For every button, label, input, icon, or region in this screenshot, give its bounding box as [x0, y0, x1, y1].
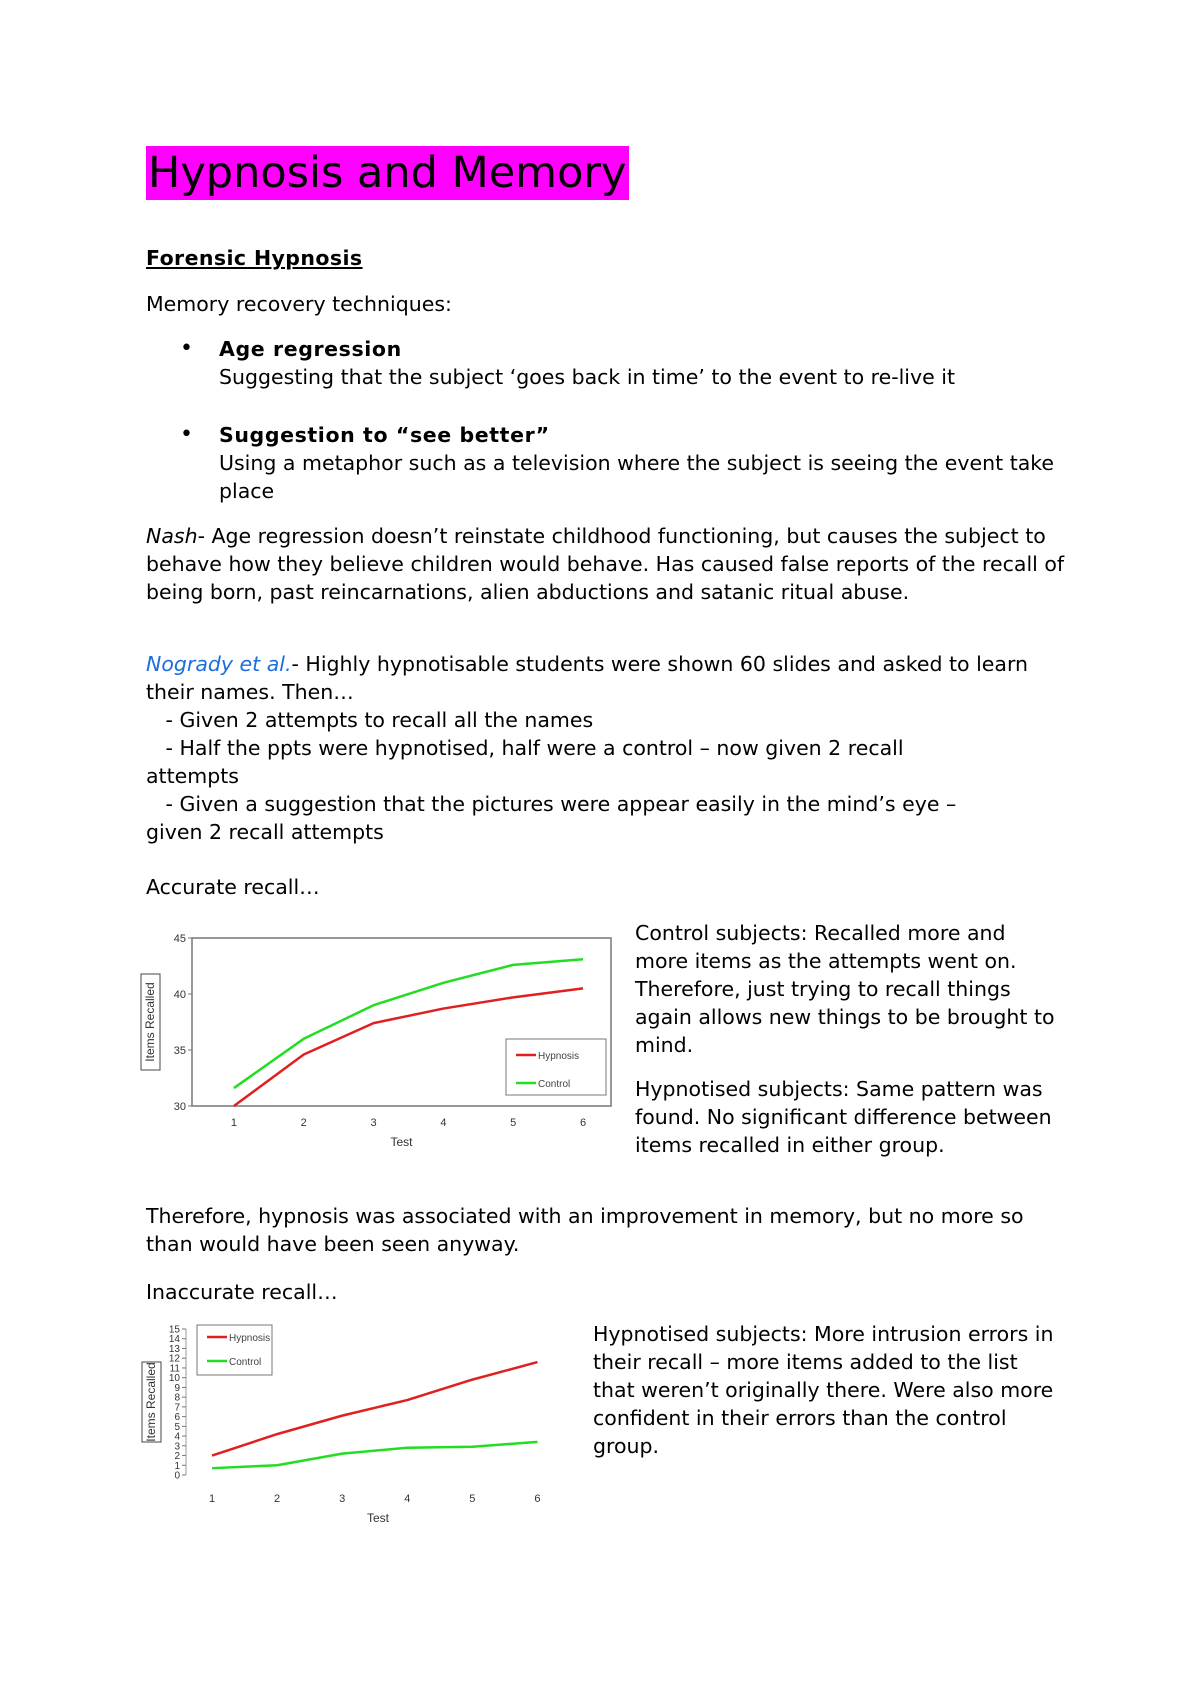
x-tick-label: 5 — [469, 1493, 476, 1505]
chart-group — [141, 933, 611, 1149]
accurate-recall-chart — [140, 915, 620, 1182]
y-tick-label: 14 — [168, 1334, 180, 1346]
y-tick-label: 8 — [174, 1392, 180, 1404]
chart-group — [142, 1325, 541, 1526]
y-tick-label: 9 — [174, 1382, 180, 1394]
x-tick-label: 1 — [230, 1117, 237, 1129]
inaccurate-recall-chart-svg — [140, 1320, 580, 1540]
x-tick-label: 6 — [534, 1493, 541, 1505]
bullet-icon: • — [180, 336, 193, 361]
nogrady-step: - Given a suggestion that the pictures were appear easily in the mind’s eye – — [146, 792, 957, 816]
nash-paragraph — [146, 522, 1066, 606]
accurate-recall-chart-svg — [140, 915, 620, 1175]
x-tick-label: 3 — [339, 1493, 346, 1505]
x-axis-label: Test — [390, 1135, 413, 1149]
y-tick-label: 11 — [169, 1363, 180, 1375]
legend-label: Control — [538, 1079, 571, 1090]
y-axis-label: Items Recalled — [144, 1362, 158, 1442]
y-tick-label: 5 — [174, 1421, 180, 1433]
nash-author: Nash — [146, 524, 198, 548]
bullet-description: Using a metaphor such as a television where the subject is seeing the event take place — [219, 451, 1055, 503]
page-title: Hypnosis and Memory — [148, 148, 627, 198]
y-tick-label: 10 — [168, 1373, 180, 1385]
inaccurate-heading: Inaccurate recall… — [146, 1280, 338, 1304]
nogrady-text: - Highly hypnotisable students were shown 60 slides and asked to learn their names. Then… — [146, 652, 1029, 704]
y-tick-label: 2 — [174, 1451, 180, 1463]
x-tick-label: 6 — [580, 1117, 587, 1129]
x-tick-label: 4 — [404, 1493, 411, 1505]
bullet-title: Age regression — [219, 337, 402, 361]
y-tick-label: 13 — [168, 1343, 180, 1355]
section-heading: Forensic Hypnosis — [146, 246, 363, 270]
accurate-note: Hypnotised subjects: Same pattern was found. No significant difference between items recalled in either group. — [635, 1077, 1052, 1157]
y-tick-label: 0 — [174, 1470, 180, 1482]
inaccurate-note: Hypnotised subjects: More intrusion errors in their recall – more items added to the list that weren’t originally there. Were also more confident in their errors than the control group. — [593, 1322, 1054, 1458]
y-tick-label: 45 — [173, 932, 186, 945]
x-tick-label: 5 — [510, 1117, 517, 1129]
conclusion-paragraph: Therefore, hypnosis was associated with an improvement in memory, but no more so than would have been seen anyway. — [146, 1204, 1024, 1256]
y-tick-label: 12 — [168, 1353, 180, 1365]
nogrady-step: given 2 recall attempts — [146, 820, 384, 844]
intro-text: Memory recovery techniques: — [146, 292, 452, 316]
bullet-description: Suggesting that the subject ‘goes back in time’ to the event to re-live it — [219, 365, 955, 389]
y-tick-label: 1 — [174, 1460, 180, 1472]
nash-text: - Age regression doesn’t reinstate childhood functioning, but causes the subject to behave how they believe children would behave. Has caused false reports of the recall of being born, past reincarnations, alien abductions and satanic ritual abuse. — [146, 524, 1065, 604]
inaccurate-recall-chart — [140, 1320, 580, 1547]
nogrady-paragraph — [146, 650, 1066, 706]
y-tick-label: 7 — [174, 1402, 180, 1414]
y-axis-label: Items Recalled — [143, 982, 157, 1062]
nogrady-step: - Half the ppts were hypnotised, half were a control – now given 2 recall — [146, 736, 904, 760]
x-tick-label: 1 — [208, 1493, 216, 1505]
series-line-control — [212, 1442, 537, 1468]
y-tick-label: 3 — [174, 1441, 180, 1453]
bullet-title: Suggestion to “see better” — [219, 423, 550, 447]
nogrady-step: attempts — [146, 764, 239, 788]
legend-label: Control — [229, 1357, 262, 1368]
y-tick-label: 4 — [174, 1431, 180, 1443]
legend-label: Hypnosis — [229, 1333, 271, 1344]
y-tick-label: 40 — [173, 988, 186, 1001]
nogrady-author-link[interactable]: Nogrady et al. — [146, 652, 292, 676]
x-tick-label: 2 — [274, 1493, 281, 1505]
nogrady-step: - Given 2 attempts to recall all the names — [146, 708, 594, 732]
x-tick-label: 2 — [300, 1117, 307, 1129]
accurate-note: Control subjects: Recalled more and more items as the attempts went on. Therefore, just trying to recall things again allows new things to be brought to mind. — [635, 921, 1055, 1057]
x-tick-label: 3 — [370, 1117, 377, 1129]
x-axis-label: Test — [366, 1511, 390, 1525]
bullet-icon: • — [180, 422, 193, 447]
series-line-hypnosis — [212, 1362, 537, 1455]
y-tick-label: 6 — [174, 1412, 180, 1424]
y-tick-label: 30 — [173, 1100, 186, 1113]
y-tick-label: 35 — [173, 1044, 186, 1057]
y-tick-label: 15 — [168, 1324, 180, 1336]
accurate-heading: Accurate recall… — [146, 875, 320, 899]
legend-label: Hypnosis — [538, 1051, 580, 1062]
x-tick-label: 4 — [440, 1117, 447, 1129]
